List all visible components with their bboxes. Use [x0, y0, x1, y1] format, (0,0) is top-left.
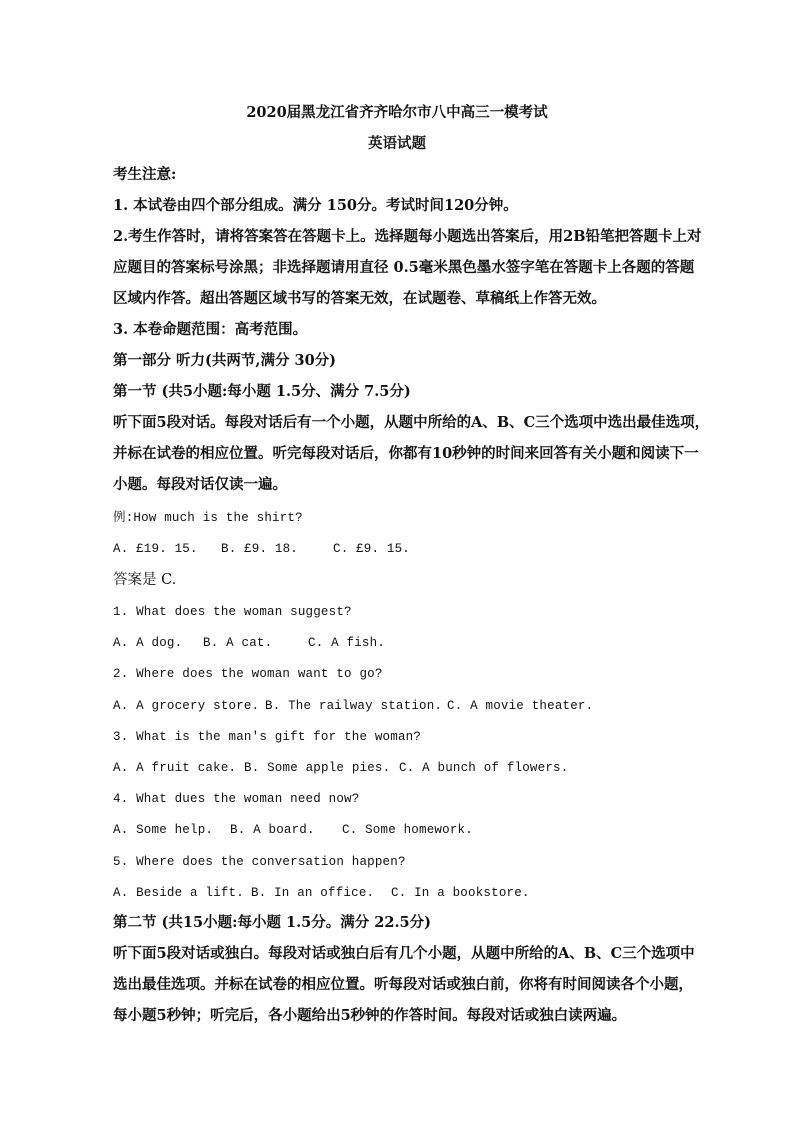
question-3-option-c: C. A bunch of flowers. [399, 761, 569, 775]
example-question: 例:How much is the shirt? [113, 511, 303, 525]
question-3: 3. What is the man's gift for the woman? [113, 730, 422, 744]
notice-item-2-line-2: 应题目的答案标号涂黑；非选择题请用直径 0.5毫米黑色墨水签字笔在答题卡上各题的答题 [113, 259, 695, 276]
exam-title: 2020届黑龙江省齐齐哈尔市八中高三一模考试 [246, 104, 548, 121]
question-4-options [113, 820, 473, 840]
question-5-option-c: C. In a bookstore. [391, 886, 530, 900]
example-option-b: B. £9. 18. [221, 542, 299, 556]
section1-instructions-line-2: 并标在试卷的相应位置。听完每段对话后，你都有10秒钟的时间来回答有关小题和阅读下一 [113, 445, 699, 462]
question-5-option-a: A. Beside a lift. [113, 886, 244, 900]
question-3-option-b: B. Some apple pies. [244, 761, 391, 775]
example-option-a: A. £19. 15. [113, 542, 198, 556]
notice-item-1: 1. 本试卷由四个部分组成。满分 150分。考试时间120分钟。 [113, 197, 518, 214]
question-1-options [113, 633, 385, 653]
exam-subtitle: 英语试题 [368, 135, 426, 152]
notice-item-2-line-3: 区域内作答。超出答题区域书写的答案无效，在试题卷、草稿纸上作答无效。 [113, 290, 606, 307]
question-1-option-b: B. A cat. [203, 636, 273, 650]
question-4-option-c: C. Some homework. [342, 823, 473, 837]
part1-heading: 第一部分 听力(共两节,满分 30分) [113, 352, 337, 369]
question-2-option-a: A. A grocery store. [113, 699, 260, 713]
example-options [113, 539, 410, 559]
section2-instructions-line-1: 听下面5段对话或独白。每段对话或独白后有几个小题，从题中所给的A、B、C三个选项中 [113, 945, 695, 962]
section2-instructions-line-2: 选出最佳选项。并标在试卷的相应位置。听每段对话或独白前，你将有时间阅读各个小题， [113, 976, 693, 993]
section2-heading: 第二节 (共15小题:每小题 1.5分。满分 22.5分) [113, 914, 431, 931]
question-2-option-c: C. A movie theater. [447, 699, 594, 713]
section1-instructions-line-3: 小题。每段对话仅读一遍。 [113, 476, 287, 493]
question-2-options [113, 696, 593, 716]
question-3-option-a: A. A fruit cake. [113, 761, 237, 775]
notice-item-3: 3. 本卷命题范围：高考范围。 [113, 321, 308, 338]
notice-item-2-line-1: 2.考生作答时，请将答案答在答题卡上。选择题每小题选出答案后，用2B铅笔把答题卡上对 [113, 228, 702, 245]
example-option-c: C. £9. 15. [333, 542, 411, 556]
example-answer: 答案是 C. [113, 572, 177, 588]
section1-instructions-line-1: 听下面5段对话。每段对话后有一个小题，从题中所给的A、B、C三个选项中选出最佳选项， [113, 414, 710, 431]
notice-heading: 考生注意: [113, 166, 177, 183]
question-1-option-c: C. A fish. [308, 636, 386, 650]
question-4-option-b: B. A board. [230, 823, 315, 837]
question-4-option-a: A. Some help. [113, 823, 214, 837]
question-5-option-b: B. In an office. [251, 886, 375, 900]
question-1-option-a: A. A dog. [113, 636, 183, 650]
question-5: 5. Where does the conversation happen? [113, 855, 406, 869]
question-1: 1. What does the woman suggest? [113, 605, 352, 619]
question-5-options [113, 883, 530, 903]
section2-instructions-line-3: 每小题5秒钟；听完后，各小题给出5秒钟的作答时间。每段对话或独白读两遍。 [113, 1007, 627, 1024]
section1-heading: 第一节 (共5小题:每小题 1.5分、满分 7.5分) [113, 383, 411, 400]
question-2-option-b: B. The railway station. [265, 699, 443, 713]
question-4: 4. What dues the woman need now? [113, 792, 360, 806]
question-3-options [113, 758, 568, 778]
question-2: 2. Where does the woman want to go? [113, 667, 383, 681]
